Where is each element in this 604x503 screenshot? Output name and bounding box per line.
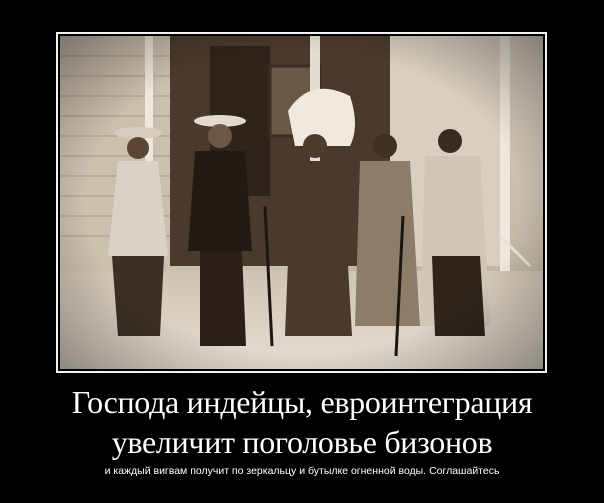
- historical-photo: [60, 36, 543, 369]
- poster-title-line-2: увеличит поголовье бизонов: [111, 424, 493, 460]
- poster-caption: и каждый вигвам получит по зеркальцу и бутылке огненной воды. Соглашайтесь: [104, 465, 500, 477]
- poster-title-line-1: Господа индейцы, евроинтеграция: [71, 384, 533, 420]
- vignette: [60, 36, 543, 369]
- photo-illustration: [60, 36, 543, 369]
